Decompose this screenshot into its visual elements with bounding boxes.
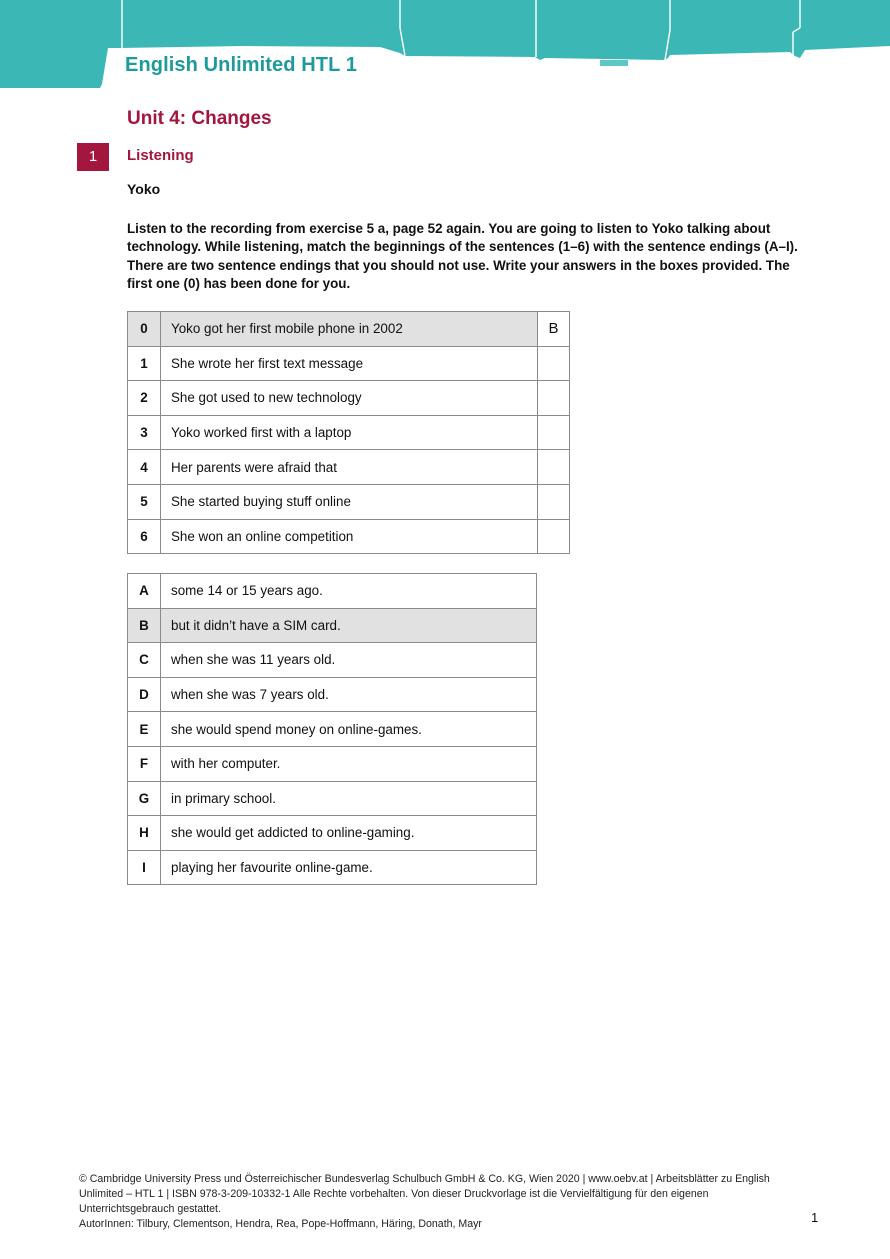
exercise-instructions: Listen to the recording from exercise 5 a, page 52 again. You are going to listen to Yoko talking about technology. While listening, match the beginnings of the sentences (1–6) with the sentence endings (A–I). There are two sentence endings that you should not use. Write your answers in the boxes provided. The first one (0) has been done for you. [127,221,798,291]
row-text: playing her favourite online-game. [161,850,537,885]
answer-box[interactable] [538,519,570,554]
row-text: Yoko got her first mobile phone in 2002 [161,312,538,347]
row-key: D [128,677,161,712]
answer-box[interactable] [538,381,570,416]
row-text: Her parents were afraid that [161,450,538,485]
sentence-beginnings-table [127,311,570,554]
row-key: H [128,816,161,851]
answer-box[interactable] [538,346,570,381]
table-row [128,450,570,485]
row-text: some 14 or 15 years ago. [161,574,537,609]
speaker-name: Yoko [127,181,161,197]
row-key: 6 [128,519,161,554]
table-row [128,608,537,643]
brand-title: English Unlimited HTL 1 [125,54,357,76]
answer-box[interactable] [538,484,570,519]
table-row [128,484,570,519]
row-text: in primary school. [161,781,537,816]
table-row [128,712,537,747]
table-row [128,746,537,781]
row-key: 5 [128,484,161,519]
unit-title: Unit 4: Changes [127,108,272,129]
row-text: she would get addicted to online-gaming. [161,816,537,851]
table-row [128,346,570,381]
table-row [128,312,570,347]
footer-authors: AutorInnen: Tilbury, Clementson, Hendra, Rea, Pope-Hoffmann, Häring, Donath, Mayr [79,1218,482,1230]
footer [79,1172,799,1232]
page-number: 1 [811,1210,819,1225]
table-row [128,816,537,851]
row-key: 2 [128,381,161,416]
row-text: She won an online competition [161,519,538,554]
row-key: C [128,643,161,678]
answer-box[interactable] [538,450,570,485]
table-row [128,415,570,450]
sentence-endings-table [127,573,537,885]
row-key: A [128,574,161,609]
row-text: but it didn’t have a SIM card. [161,608,537,643]
row-key: 1 [128,346,161,381]
row-text: with her computer. [161,746,537,781]
row-text: when she was 7 years old. [161,677,537,712]
answer-box[interactable]: B [538,312,570,347]
row-key: 0 [128,312,161,347]
row-text: she would spend money on online-games. [161,712,537,747]
row-key: 3 [128,415,161,450]
row-key: G [128,781,161,816]
table-row [128,381,570,416]
exercise-title: Listening [127,147,194,164]
row-text: Yoko worked first with a laptop [161,415,538,450]
exercise-number-badge: 1 [77,143,109,171]
row-key: F [128,746,161,781]
row-key: I [128,850,161,885]
footer-copyright: © Cambridge University Press und Österreichischer Bundesverlag Schulbuch GmbH & Co. KG, Wien 2020 | www.oebv.at | Arbeitsblätter zu English Unlimited – HTL 1 | ISBN 978-3-209-10332-1 Alle Rechte vorbehalten. Von dieser Druckvorlage ist die Vervielfältigung für den eigenen Unterrichtsgebrauch gestattet. [79,1173,770,1215]
row-key: B [128,608,161,643]
header-decoration [0,0,890,95]
answer-box[interactable] [538,415,570,450]
row-text: She started buying stuff online [161,484,538,519]
row-text: She got used to new technology [161,381,538,416]
table-row [128,643,537,678]
row-text: when she was 11 years old. [161,643,537,678]
row-key: E [128,712,161,747]
table-row [128,574,537,609]
table-row [128,677,537,712]
table-row [128,519,570,554]
table-row [128,781,537,816]
table-row [128,850,537,885]
row-text: She wrote her first text message [161,346,538,381]
row-key: 4 [128,450,161,485]
